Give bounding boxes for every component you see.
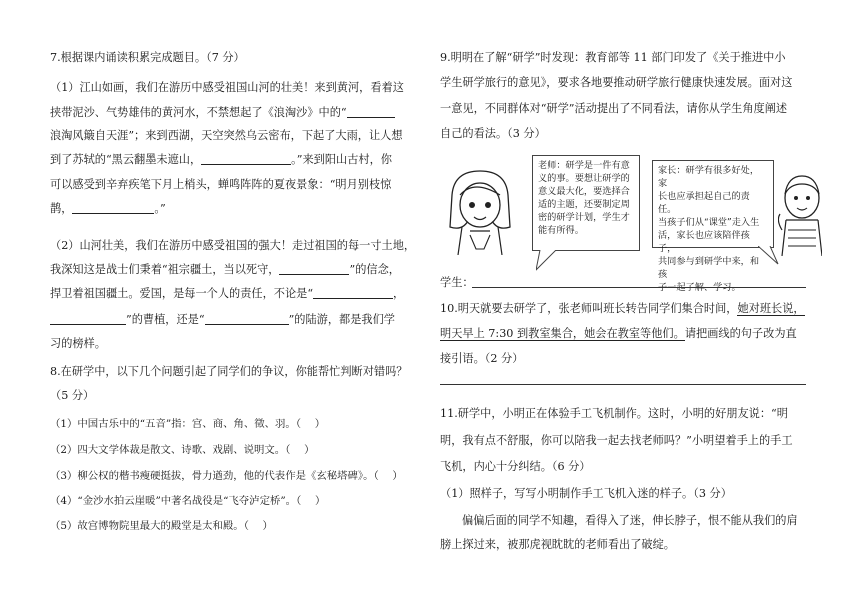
teacher-cartoon-icon — [440, 165, 520, 255]
q8-score: （5 分） — [50, 389, 95, 402]
blank-5[interactable] — [313, 286, 393, 299]
q10-line2: 明天早上 7:30 到教室集合，她会在教室等他们。请把画线的句子改为直 — [440, 327, 797, 340]
q8-item-3: （3）柳公权的楷书瘦硬挺拔，骨力遒劲，他的代表作是《玄秘塔碑》。（ ） — [50, 470, 403, 482]
q7-p1-line5: 可以感受到辛弃疾笔下月上梢头，蝉鸣阵阵的夏夜景象：“明月别枝惊 — [50, 178, 392, 191]
q11-line1: 11.研学中，小明正在体验手工飞机制作。这时，小明的好朋友说：“明 — [440, 407, 788, 420]
q9-line2: 学生研学旅行的意见》，要求各地要推动研学旅行健康快速发展。面对这 — [440, 76, 793, 89]
q9-line1: 9.明明在了解“研学”时发现：教育部等 11 部门印发了《关于推进中小 — [440, 51, 786, 64]
q9-line4: 自己的看法。（3 分） — [440, 127, 546, 140]
q7-p2-line2: 我深知这是战士们秉着“祖宗疆土，当以死守， ”的信念， — [50, 263, 400, 276]
q8-item-2: （2）四大文学体裁是散文、诗歌、戏剧、说明文。（ ） — [50, 444, 315, 456]
q7-p2-line5: 习的榜样。 — [50, 337, 106, 350]
q9-line3: 一意见，不同群体对“研学”活动提出了不同看法，请你从学生角度阐述 — [440, 102, 788, 115]
blank-2[interactable] — [201, 152, 291, 165]
teacher-speech-bubble: 老师：研学是一件有意 义的事。要想让研学的 意义最大化，要选择合 适的主题，还要制定周 密的研学计划，学生才 能有所得。 — [532, 155, 640, 251]
teacher-bubble-tail-icon — [536, 250, 566, 272]
q7-p1-line1: （1）江山如画，我们在游历中感受祖国山河的壮美！来到黄河，看着这 — [50, 81, 404, 94]
student-answer-line[interactable] — [472, 287, 806, 288]
q8-item-4: （4）“金沙水拍云崖暖”中著名战役是“飞夺泸定桥”。（ ） — [50, 495, 326, 507]
q11-line3: 飞机，内心十分纠结。（6 分） — [440, 460, 591, 473]
q7-p2-line1: （2）山河壮美，我们在游历中感受祖国的强大！走过祖国的每一寸土地， — [50, 239, 416, 252]
q7-p1-line3: 浪淘风簸自天涯”；来到西湖，天空突然乌云密布，下起了大雨，让人想 — [50, 129, 403, 142]
blank-1[interactable] — [347, 105, 395, 118]
q10-line1: 10.明天就要去研学了，张老师叫班长转告同学们集合时间，她对班长说， — [440, 302, 805, 315]
q8-title: 8.在研学中，以下几个问题引起了同学们的争议，你能帮忙判断对错吗？ — [50, 365, 408, 378]
parent-cartoon-icon — [778, 170, 822, 256]
q10-line3: 接引语。（2 分） — [440, 352, 524, 365]
q7-p2-line4: ”的曹植，还是“ ”的陆游，都是我们学 — [50, 311, 395, 327]
q7-p1-line6: 鹊， 。” — [50, 202, 166, 215]
q11-sub1: （1）照样子，写写小明制作手工飞机入迷的样子。（3 分） — [440, 487, 732, 500]
q7-p1-line4: 到了苏轼的“黑云翻墨未遮山， 。”来到阳山古村，你 — [50, 153, 392, 166]
q11-line2: 明，我有点不舒服，你可以陪我一起去找老师吗？”小明望着手上的手工 — [440, 434, 793, 447]
q7-title: 7.根据课内诵读积累完成题目。（7 分） — [50, 51, 245, 64]
q11-example-line1: 偏偏后面的同学不知趣，看得入了迷，伸长脖子，恨不能从我们的肩 — [462, 514, 798, 527]
q7-p2-line3: 捍卫着祖国疆土。爱国，是每一个人的责任，不论是“ ， — [50, 287, 405, 300]
q10-answer-line[interactable] — [440, 384, 806, 385]
parent-speech-bubble: 家长：研学有很多好处，家 长也应承担起自己的责任。 当孩子们从“课堂”走入生 活，家长也应该陪伴孩子， 共同参与到研学中来，和孩 子一起了解、学习。 — [652, 160, 774, 248]
blank-7[interactable] — [205, 312, 289, 325]
q8-item-1: （1）中国古乐中的“五音”指：宫、商、角、徵、羽。（ ） — [50, 418, 326, 430]
blank-6[interactable] — [50, 312, 126, 325]
student-answer-label: 学生： — [440, 276, 474, 289]
blank-3[interactable] — [72, 201, 154, 214]
q8-item-5: （5）故宫博物院里最大的殿堂是太和殿。（ ） — [50, 520, 273, 532]
blank-4[interactable] — [279, 262, 349, 275]
q7-p1-line2: 挟带泥沙、气势雄伟的黄河水，不禁想起了《浪淘沙》中的“ — [50, 104, 395, 120]
q11-example-line2: 膀上探过来，被那虎视眈眈的老师看出了破绽。 — [440, 538, 675, 551]
